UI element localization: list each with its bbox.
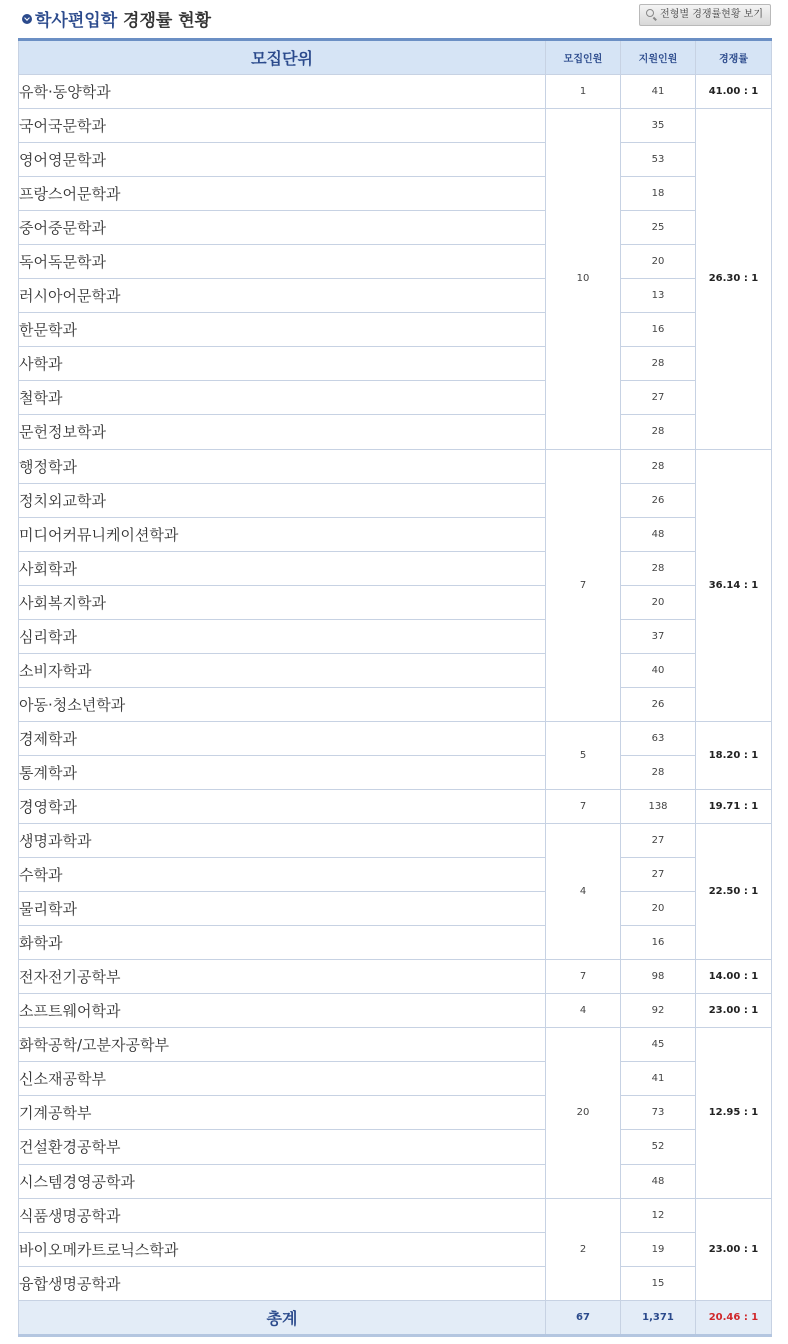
table-row [19,415,772,449]
applicants-cell: 26 [621,483,696,517]
unit-name-cell: 생명과학과 [19,824,546,858]
applicants-cell: 27 [621,381,696,415]
table-row [19,347,772,381]
ratio-cell: 14.00 : 1 [696,960,772,994]
ratio-cell: 19.71 : 1 [696,789,772,823]
ratio-cell: 12.95 : 1 [696,1028,772,1198]
applicants-cell: 20 [621,245,696,279]
applicants-cell: 19 [621,1232,696,1266]
applicants-cell: 28 [621,449,696,483]
ratio-cell: 18.20 : 1 [696,721,772,789]
total-ratio: 20.46 : 1 [696,1301,772,1336]
quota-cell: 4 [546,994,621,1028]
unit-name-cell: 식품생명공학과 [19,1198,546,1232]
table-row [19,177,772,211]
table-row [19,483,772,517]
column-header-applicants: 지원인원 [621,40,696,75]
unit-name-cell: 문헌정보학과 [19,415,546,449]
table-row [19,824,772,858]
ratio-cell: 41.00 : 1 [696,75,772,109]
table-row [19,1028,772,1062]
column-header-unit: 모집단위 [19,40,546,75]
applicants-cell: 16 [621,313,696,347]
unit-name-cell: 화학과 [19,926,546,960]
table-row [19,313,772,347]
applicants-cell: 73 [621,1096,696,1130]
applicants-cell: 52 [621,1130,696,1164]
unit-name-cell: 사학과 [19,347,546,381]
unit-name-cell: 아동·청소년학과 [19,687,546,721]
unit-name-cell: 유학·동양학과 [19,75,546,109]
quota-cell: 7 [546,960,621,994]
applicants-cell: 138 [621,789,696,823]
applicants-cell: 28 [621,415,696,449]
search-icon [646,9,654,17]
applicants-cell: 25 [621,211,696,245]
applicants-cell: 53 [621,143,696,177]
applicants-cell: 15 [621,1266,696,1300]
table-row [19,1198,772,1232]
unit-name-cell: 러시아어문학과 [19,279,546,313]
table-row [19,1096,772,1130]
applicants-cell: 45 [621,1028,696,1062]
applicants-cell: 27 [621,824,696,858]
applicants-cell: 63 [621,721,696,755]
ratio-cell: 36.14 : 1 [696,449,772,721]
applicants-cell: 37 [621,619,696,653]
column-header-ratio: 경쟁률 [696,40,772,75]
unit-name-cell: 통계학과 [19,755,546,789]
unit-name-cell: 융합생명공학과 [19,1266,546,1300]
total-row [19,1301,772,1336]
table-row [19,585,772,619]
column-header-quota: 모집인원 [546,40,621,75]
applicants-cell: 40 [621,653,696,687]
quota-cell: 7 [546,449,621,721]
applicants-cell: 41 [621,1062,696,1096]
applicants-cell: 98 [621,960,696,994]
quota-cell: 4 [546,824,621,960]
table-row [19,381,772,415]
applicants-cell: 16 [621,926,696,960]
unit-name-cell: 바이오메카트로닉스학과 [19,1232,546,1266]
table-row [19,143,772,177]
table-row [19,551,772,585]
unit-name-cell: 철학과 [19,381,546,415]
quota-cell: 5 [546,721,621,789]
table-row [19,926,772,960]
applicants-cell: 28 [621,347,696,381]
table-row [19,517,772,551]
unit-name-cell: 독어독문학과 [19,245,546,279]
total-applicants: 1,371 [621,1301,696,1336]
total-label: 총계 [19,1301,546,1336]
title-rest: 경쟁률 현황 [117,11,212,31]
unit-name-cell: 영어영문학과 [19,143,546,177]
applicants-cell: 28 [621,755,696,789]
table-row [19,994,772,1028]
applicants-cell: 13 [621,279,696,313]
unit-name-cell: 시스템경영공학과 [19,1164,546,1198]
unit-name-cell: 행정학과 [19,449,546,483]
table-row [19,619,772,653]
circle-chevron-down-icon [22,14,32,24]
table-row [19,755,772,789]
unit-name-cell: 한문학과 [19,313,546,347]
applicants-cell: 92 [621,994,696,1028]
unit-name-cell: 경영학과 [19,789,546,823]
total-quota: 67 [546,1301,621,1336]
unit-name-cell: 화학공학/고분자공학부 [19,1028,546,1062]
table-row [19,1232,772,1266]
table-row [19,211,772,245]
unit-name-cell: 소비자학과 [19,653,546,687]
unit-name-cell: 건설환경공학부 [19,1130,546,1164]
applicants-cell: 35 [621,109,696,143]
table-row [19,1164,772,1198]
table-row [19,653,772,687]
applicants-cell: 27 [621,858,696,892]
quota-cell: 1 [546,75,621,109]
unit-name-cell: 물리학과 [19,892,546,926]
table-row [19,1130,772,1164]
table-row [19,245,772,279]
unit-name-cell: 소프트웨어학과 [19,994,546,1028]
title-accent: 학사편입학 [35,11,118,31]
view-button-label: 전형별 경쟁률현황 보기 [660,9,763,20]
table-row [19,721,772,755]
unit-name-cell: 국어국문학과 [19,109,546,143]
applicants-cell: 18 [621,177,696,211]
ratio-cell: 23.00 : 1 [696,1198,772,1300]
unit-name-cell: 사회복지학과 [19,585,546,619]
unit-name-cell: 사회학과 [19,551,546,585]
table-row [19,687,772,721]
applicants-cell: 26 [621,687,696,721]
table-body [19,75,772,1301]
ratio-cell: 26.30 : 1 [696,109,772,449]
table-row [19,858,772,892]
ratio-cell: 23.00 : 1 [696,994,772,1028]
ratio-cell: 22.50 : 1 [696,824,772,960]
unit-name-cell: 신소재공학부 [19,1062,546,1096]
page-title [22,6,211,31]
applicants-cell: 48 [621,1164,696,1198]
unit-name-cell: 심리학과 [19,619,546,653]
table-row [19,75,772,109]
view-by-admission-type-button[interactable] [639,4,771,26]
quota-cell: 20 [546,1028,621,1198]
table-row [19,960,772,994]
competition-rate-table [18,38,772,1337]
unit-name-cell: 미디어커뮤니케이션학과 [19,517,546,551]
unit-name-cell: 기계공학부 [19,1096,546,1130]
unit-name-cell: 경제학과 [19,721,546,755]
applicants-cell: 20 [621,585,696,619]
quota-cell: 2 [546,1198,621,1300]
applicants-cell: 48 [621,517,696,551]
quota-cell: 10 [546,109,621,449]
table-row [19,1062,772,1096]
table-row [19,1266,772,1300]
unit-name-cell: 정치외교학과 [19,483,546,517]
table-header-row [19,40,772,75]
applicants-cell: 20 [621,892,696,926]
unit-name-cell: 전자전기공학부 [19,960,546,994]
table-row [19,449,772,483]
page-header [0,0,788,38]
unit-name-cell: 중어중문학과 [19,211,546,245]
quota-cell: 7 [546,789,621,823]
table-row [19,109,772,143]
applicants-cell: 41 [621,75,696,109]
table-row [19,279,772,313]
unit-name-cell: 수학과 [19,858,546,892]
applicants-cell: 12 [621,1198,696,1232]
applicants-cell: 28 [621,551,696,585]
table-row [19,892,772,926]
unit-name-cell: 프랑스어문학과 [19,177,546,211]
table-row [19,789,772,823]
